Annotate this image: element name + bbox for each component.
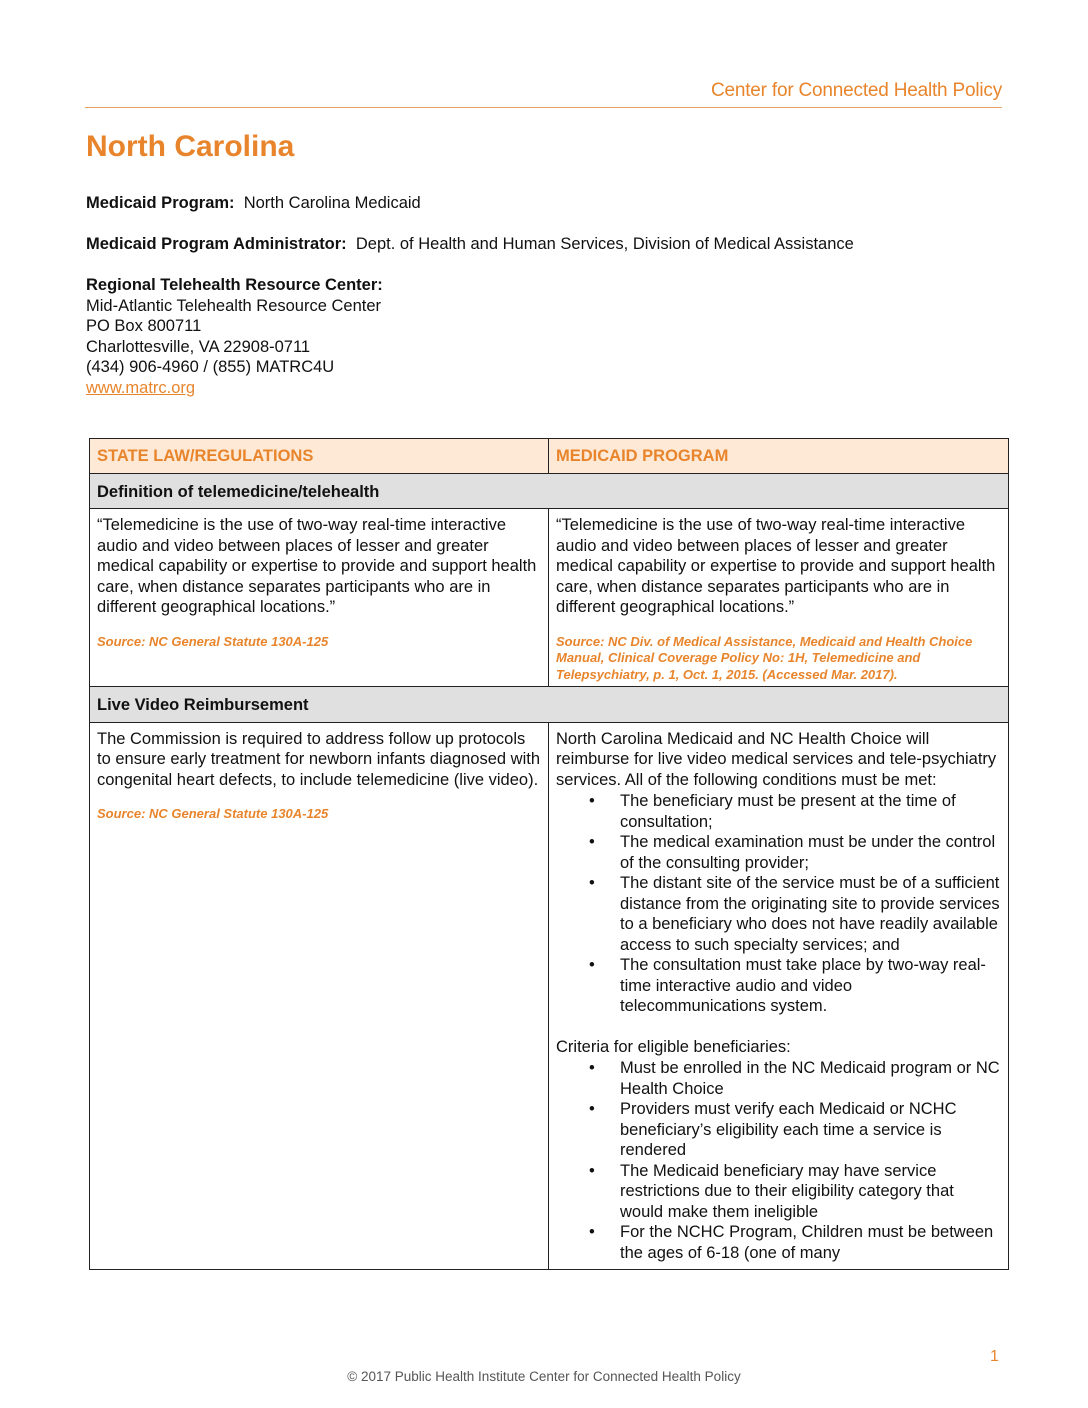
criteria-list bbox=[556, 1058, 1001, 1263]
definition-state-cell bbox=[90, 509, 549, 687]
table-row bbox=[90, 509, 1009, 687]
live-video-intro: North Carolina Medicaid and NC Health Choice will reimburse for live video medical services and tele-psychiatry services. All of the following conditions must be met: bbox=[556, 729, 997, 789]
resource-center-phone: (434) 906-4960 / (855) MATRC4U bbox=[86, 358, 335, 376]
administrator-line bbox=[86, 234, 854, 255]
page-title: North Carolina bbox=[86, 130, 295, 163]
live-video-medicaid-cell bbox=[549, 722, 1009, 1270]
list-item: • The medical examination must be under the control of the consulting provider; bbox=[556, 832, 1001, 873]
resource-center-link[interactable]: www.matrc.org bbox=[86, 378, 196, 397]
column-header-medicaid: MEDICAID PROGRAM bbox=[549, 439, 1009, 474]
criteria-heading: Criteria for eligible beneficiaries: bbox=[556, 1037, 791, 1056]
resource-center-block bbox=[86, 275, 383, 398]
list-item: • The Medicaid beneficiary may have service restrictions due to their eligibility category that would make them ineligible bbox=[556, 1161, 1001, 1223]
policy-table bbox=[89, 438, 1009, 1270]
resource-center-po-box: PO Box 800711 bbox=[86, 317, 202, 335]
medicaid-program-line bbox=[86, 193, 421, 214]
header-divider bbox=[85, 107, 1002, 108]
definition-medicaid-cell bbox=[549, 509, 1009, 687]
live-video-state-text: The Commission is required to address follow up protocols to ensure early treatment for newborn infants diagnosed with congenital heart defects, to include telemedicine (live video). bbox=[97, 729, 541, 789]
administrator-label: Medicaid Program Administrator: bbox=[86, 235, 347, 253]
section-heading-definition: Definition of telemedicine/telehealth bbox=[90, 473, 1009, 509]
table-header-row bbox=[90, 439, 1009, 474]
footer-copyright: © 2017 Public Health Institute Center for Connected Health Policy bbox=[347, 1369, 741, 1384]
table-row bbox=[90, 722, 1009, 1270]
list-item: • The consultation must take place by two-way real-time interactive audio and video telecommunications system. bbox=[556, 955, 1001, 1017]
list-item: • The distant site of the service must be of a sufficient distance from the originating site to provide services to a beneficiary who does not have readily available access to such specialty services; and bbox=[556, 873, 1001, 955]
administrator-value: Dept. of Health and Human Services, Division of Medical Assistance bbox=[355, 235, 854, 253]
live-video-state-source: Source: NC General Statute 130A-125 bbox=[97, 806, 329, 821]
section-heading-row bbox=[90, 687, 1009, 723]
conditions-list bbox=[556, 791, 1001, 1017]
list-item: • For the NCHC Program, Children must be between the ages of 6-18 (one of many bbox=[556, 1222, 1001, 1263]
list-item: • Providers must verify each Medicaid or NCHC beneficiary’s eligibility each time a service is rendered bbox=[556, 1099, 1001, 1161]
resource-center-city: Charlottesville, VA 22908-0711 bbox=[86, 337, 311, 356]
list-item: • The beneficiary must be present at the time of consultation; bbox=[556, 791, 1001, 832]
definition-state-source: Source: NC General Statute 130A-125 bbox=[97, 633, 329, 649]
definition-medicaid-source: Source: NC Div. of Medical Assistance, Medicaid and Health Choice Manual, Clinical Coverage Policy No: 1H, Telemedicine and Telepsychiatry, p. 1, Oct. 1, 2015. (Accessed Mar. 2017). bbox=[556, 633, 973, 682]
header-organization: Center for Connected Health Policy bbox=[710, 80, 1002, 101]
section-heading-row bbox=[90, 473, 1009, 509]
resource-center-label: Regional Telehealth Resource Center: bbox=[86, 276, 383, 294]
definition-medicaid-text: “Telemedicine is the use of two-way real-time interactive audio and video between places of lesser and greater medical capability or expertise to provide and support health care, when distance separates participants who are in different geographical locations.” bbox=[556, 516, 996, 616]
list-item: • Must be enrolled in the NC Medicaid program or NC Health Choice bbox=[556, 1058, 1001, 1099]
section-heading-live-video: Live Video Reimbursement bbox=[90, 687, 1009, 723]
live-video-state-cell bbox=[90, 722, 549, 1270]
medicaid-program-label: Medicaid Program: bbox=[86, 194, 235, 212]
column-header-state-law: STATE LAW/REGULATIONS bbox=[90, 439, 549, 474]
page-number: 1 bbox=[990, 1348, 999, 1365]
resource-center-name: Mid-Atlantic Telehealth Resource Center bbox=[86, 296, 382, 315]
medicaid-program-value: North Carolina Medicaid bbox=[243, 194, 421, 212]
definition-state-text: “Telemedicine is the use of two-way real-time interactive audio and video between places of lesser and greater medical capability or expertise to provide and support health care, when distance separates participants who are in different geographical locations.” bbox=[97, 516, 537, 616]
